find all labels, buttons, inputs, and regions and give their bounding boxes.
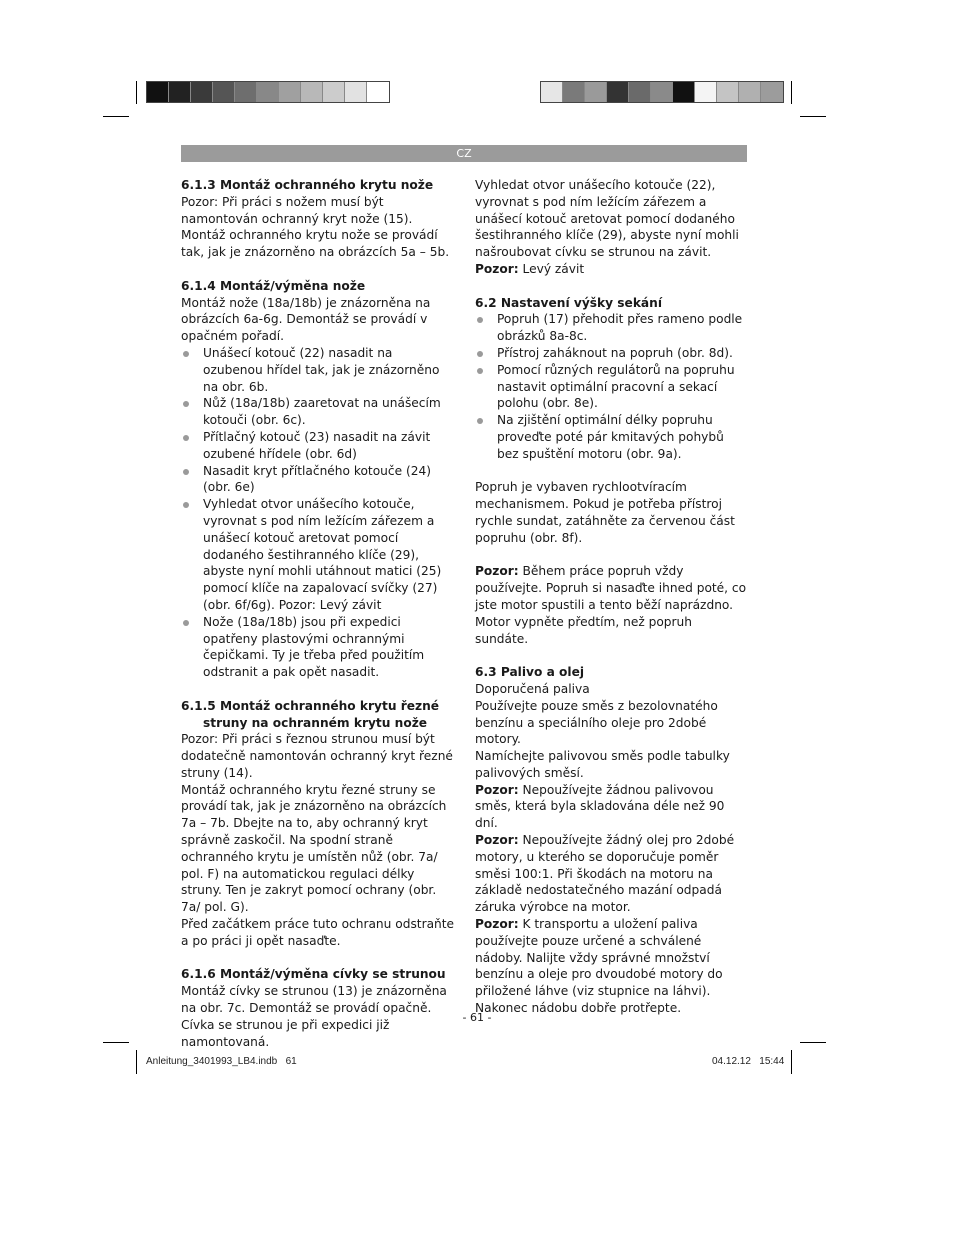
calibration-swatch: [323, 82, 345, 102]
calibration-swatch: [673, 82, 695, 102]
footer-timestamp: 04.12.12 15:44: [712, 1056, 785, 1067]
warning-paragraph: Pozor: Nepoužívejte žádný olej pro 2dobé motory, u kterého se doporučuje poměr směsi 100:1. Při škodách na motoru na základě nedostatečného mazání odpadá záruka výrobce na motor.: [475, 833, 735, 915]
paragraph: Pozor: Při práci s nožem musí být namontován ochranný kryt nože (15).: [181, 194, 413, 226]
calibration-swatch: [629, 82, 651, 102]
crop-mark: [791, 81, 792, 104]
calibration-swatch: [761, 82, 783, 102]
paragraph: Namíchejte palivovou směs podle tabulky palivových směsí.: [475, 749, 730, 780]
paragraph: Používejte pouze směs z bezolovnatého benzínu a speciálního oleje pro 2dobé motory.: [475, 698, 718, 747]
calibration-swatch: [169, 82, 191, 102]
language-code: CZ: [456, 147, 472, 160]
list-item: Pomocí různých regulátorů na popruhu nastavit optimální pracovní a sekací polohu (obr. 8e).: [475, 362, 749, 412]
calibration-swatch: [191, 82, 213, 102]
footer-filename: Anleitung_3401993_LB4.indb 61: [146, 1056, 297, 1067]
section-title: 6.1.6 Montáž/výměna cívky se strunou: [181, 967, 446, 982]
crop-mark: [136, 1050, 137, 1074]
calibration-swatch: [739, 82, 761, 102]
section-title: 6.1.3 Montáž ochranného krytu nože: [181, 178, 434, 192]
language-header-bar: [181, 145, 747, 162]
warning-paragraph: Pozor: Během práce popruh vždy používejte. Popruh si nasaďte ihned poté, co jste motor spustili a tento běží naprázdno. Motor vypněte předtím, než popruh sundáte.: [475, 564, 747, 646]
paragraph: Montáž cívky se strunou (13) je znázorněna na obr. 7c. Demontáž se provádí opačně. Cívka se strunou je při expedici již namontovaná.: [181, 984, 447, 1049]
calibration-swatch: [541, 82, 563, 102]
page-number: - 61 -: [462, 1011, 492, 1024]
calibration-swatch: [367, 82, 389, 102]
calibration-swatch: [279, 82, 301, 102]
paragraph: Montáž nože (18a/18b) je znázorněna na obrázcích 6a-6g. Demontáž se provádí v opačném pořadí.: [181, 295, 431, 344]
section-title: 6.1.5 Montáž ochranného krytu řezné struny na ochranném krytu nože: [181, 698, 440, 730]
calibration-swatch: [695, 82, 717, 102]
section-title: 6.2 Nastavení výšky sekání: [475, 295, 663, 310]
calibration-swatch: [585, 82, 607, 102]
calibration-swatch: [235, 82, 257, 102]
list-item: Přítlačný kotouč (23) nasadit na závit ozubené hřídele (obr. 6d): [181, 429, 455, 463]
list-item: Nasadit kryt přítlačného kotouče (24) (obr. 6e): [181, 463, 455, 497]
crop-mark: [791, 1050, 792, 1074]
bullet-list: [181, 345, 455, 681]
paragraph: Pozor: Při práci s řeznou strunou musí být dodatečně namontován ochranný kryt řezné struny (14).: [181, 732, 453, 780]
list-item: Popruh (17) přehodit přes rameno podle obrázků 8a-8c.: [475, 311, 749, 345]
list-item: Unášecí kotouč (22) nasadit na ozubenou hřídel tak, jak je znázorněno na obr. 6b.: [181, 345, 455, 395]
left-column: [181, 177, 455, 1050]
color-calibration-bar-left: [146, 81, 390, 103]
subheading: Doporučená paliva: [475, 681, 590, 696]
calibration-swatch: [257, 82, 279, 102]
calibration-swatch: [213, 82, 235, 102]
crop-mark: [103, 116, 129, 117]
right-column: [475, 177, 749, 1017]
calibration-swatch: [147, 82, 169, 102]
crop-mark: [800, 1042, 826, 1043]
paragraph: Montáž ochranného krytu nože se provádí tak, jak je znázorněno na obrázcích 5a – 5b.: [181, 228, 450, 260]
paragraph: Vyhledat otvor unášecího kotouče (22), vyrovnat s pod ním ležícím zářezem a unášecí kotouč aretovat pomocí dodaného šestihranného klíče (29), abyste nyní mohli našroubovat cívku se strunou na závit. Pozor: Levý závit: [475, 178, 739, 276]
paragraph: Popruh je vybaven rychlootvíracím mechanismem. Pokud je potřeba přístroj rychle sundat, zatáhněte za červenou část popruhu (obr. 8f).: [475, 480, 735, 545]
color-calibration-bar-right: [540, 81, 784, 103]
calibration-swatch: [717, 82, 739, 102]
list-item: Vyhledat otvor unášecího kotouče, vyrovnat s pod ním ležícím zářezem a unášecí kotouč aretovat pomocí dodaného šestihranného klíče (29), abyste nyní mohli utáhnout matici (25) pomocí klíče na zapalovací svíčky (27) (obr. 6f/6g). Pozor: Levý závit: [181, 496, 455, 614]
section-title: 6.1.4 Montáž/výměna nože: [181, 278, 366, 293]
warning-paragraph: Pozor: Nepoužívejte žádnou palivovou směs, která byla skladována déle než 90 dní.: [475, 782, 725, 831]
crop-mark: [800, 116, 826, 117]
calibration-swatch: [301, 82, 323, 102]
list-item: Nože (18a/18b) jsou při expedici opatřeny plastovými ochrannými čepičkami. Ty je třeba před použitím odstranit a pak opět nasadit.: [181, 614, 455, 681]
warning-paragraph: Pozor: K transportu a uložení paliva používejte pouze určené a schválené nádoby. Nalijte vždy správné množství benzínu a oleje pro dvoudobé motory do přiložené láhve (viz stupnice na láhvi). Nakonec nádobu dobře protřepte.: [475, 917, 723, 1016]
paragraph: Montáž ochranného krytu řezné struny se provádí tak, jak je znázorněno na obrázcích 7a – 7b. Dbejte na to, aby ochranný kryt správně zaskočil. Na spodní straně ochranného krytu je umístěn nůž (obr. 7a/ pol. F) na automatickou regulaci délky struny. Ten je zakryt pomocí ochrany (obr. 7a/ pol. G).: [181, 782, 447, 915]
crop-mark: [103, 1042, 129, 1043]
calibration-swatch: [345, 82, 367, 102]
list-item: Nůž (18a/18b) zaaretovat na unášecím kotouči (obr. 6c).: [181, 395, 455, 429]
bullet-list: [475, 311, 749, 462]
list-item: Na zjištění optimální délky popruhu proveďte poté pár kmitavých pohybů bez spuštění motoru (obr. 9a).: [475, 412, 749, 462]
list-item: Přístroj zaháknout na popruh (obr. 8d).: [475, 345, 749, 362]
section-title: 6.3 Palivo a olej: [475, 665, 585, 680]
calibration-swatch: [607, 82, 629, 102]
calibration-swatch: [563, 82, 585, 102]
calibration-swatch: [651, 82, 673, 102]
crop-mark: [136, 81, 137, 104]
paragraph: Před začátkem práce tuto ochranu odstraňte a po práci ji opět nasaďte.: [181, 917, 455, 948]
